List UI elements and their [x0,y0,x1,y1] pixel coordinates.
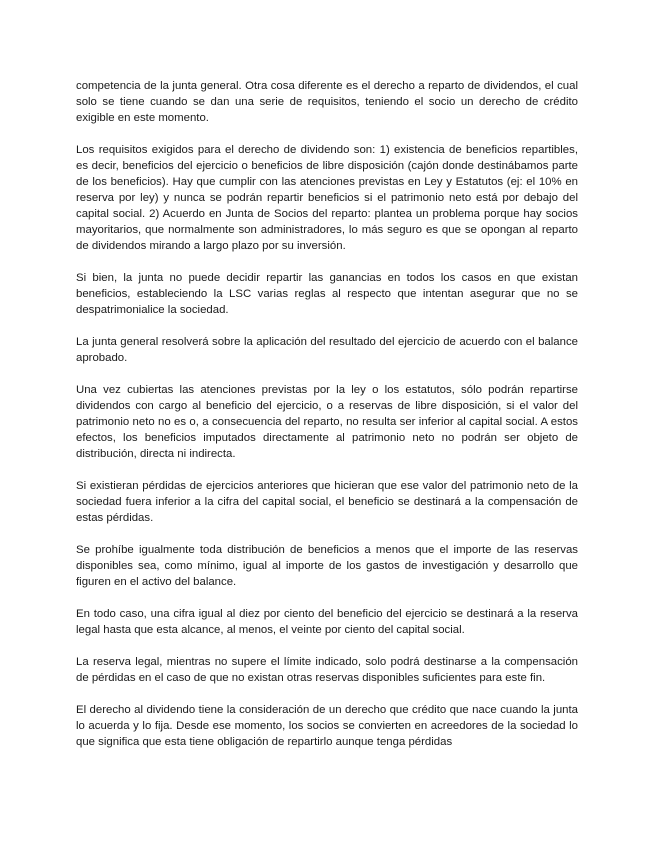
paragraph-junta-general: La junta general resolverá sobre la aplicación del resultado del ejercicio de acuerdo con el balance aprobado. [76,336,578,364]
paragraph-derecho-dividendo: El derecho al dividendo tiene la consideración de un derecho que crédito que nace cuando la junta lo acuerda y lo fija. Desde ese momento, los socios se convierten en acreedores de la sociedad lo que significa que esta tiene obligación de repartirlo aunque tenga pérdidas [76,704,578,748]
paragraph-prohibicion: Se prohíbe igualmente toda distribución de beneficios a menos que el importe de las reservas disponibles sea, como mínimo, igual al importe de los gastos de investigación y desarrollo que figuren en el activo del balance. [76,544,578,588]
paragraph-perdidas: Si existieran pérdidas de ejercicios anteriores que hicieran que ese valor del patrimonio neto de la sociedad fuera inferior a la cifra del capital social, el beneficio se destinará a la compensación de estas pérdidas. [76,480,578,524]
paragraph-diez-por-ciento: En todo caso, una cifra igual al diez por ciento del beneficio del ejercicio se destinará a la reserva legal hasta que esta alcance, al menos, el veinte por ciento del capital social. [76,608,578,636]
paragraph-requisitos: Los requisitos exigidos para el derecho de dividendo son: 1) existencia de beneficios repartibles, es decir, beneficios del ejercicio o beneficios de libre disposición (cajón donde destinábamos parte de los beneficios). Hay que cumplir con las atenciones previstas en Ley y Estatutos (ej: el 10% en reserva por ley) y nunca se podrán repartir beneficios si el patrimonio neto está por debajo del capital social. 2) Acuerdo en Junta de Socios del reparto: plantea un problema porque hay socios mayoritarios, que normalmente son administradores, lo más seguro es que se opongan al reparto de dividendos mirando a largo plazo por su inversión. [76,144,578,252]
document-body [76,78,578,766]
paragraph-si-bien: Si bien, la junta no puede decidir repartir las ganancias en todos los casos en que existan beneficios, estableciendo la LSC varias reglas al respecto que intentan asegurar que no se despatrimonialice la sociedad. [76,272,578,316]
paragraph-reserva-legal: La reserva legal, mientras no supere el límite indicado, solo podrá destinarse a la compensación de pérdidas en el caso de que no existan otras reservas disponibles suficientes para este fin. [76,656,578,684]
paragraph-competencia: competencia de la junta general. Otra cosa diferente es el derecho a reparto de dividendos, el cual solo se tiene cuando se dan una serie de requisitos, teniendo el socio un derecho de crédito exigible en este momento. [76,80,578,124]
paragraph-atenciones: Una vez cubiertas las atenciones previstas por la ley o los estatutos, sólo podrán repartirse dividendos con cargo al beneficio del ejercicio, o a reservas de libre disposición, si el valor del patrimonio neto no es o, a consecuencia del reparto, no resulta ser inferior al capital social. A estos efectos, los beneficios imputados directamente al patrimonio neto no podrán ser objeto de distribución, directa ni indirecta. [76,384,578,460]
